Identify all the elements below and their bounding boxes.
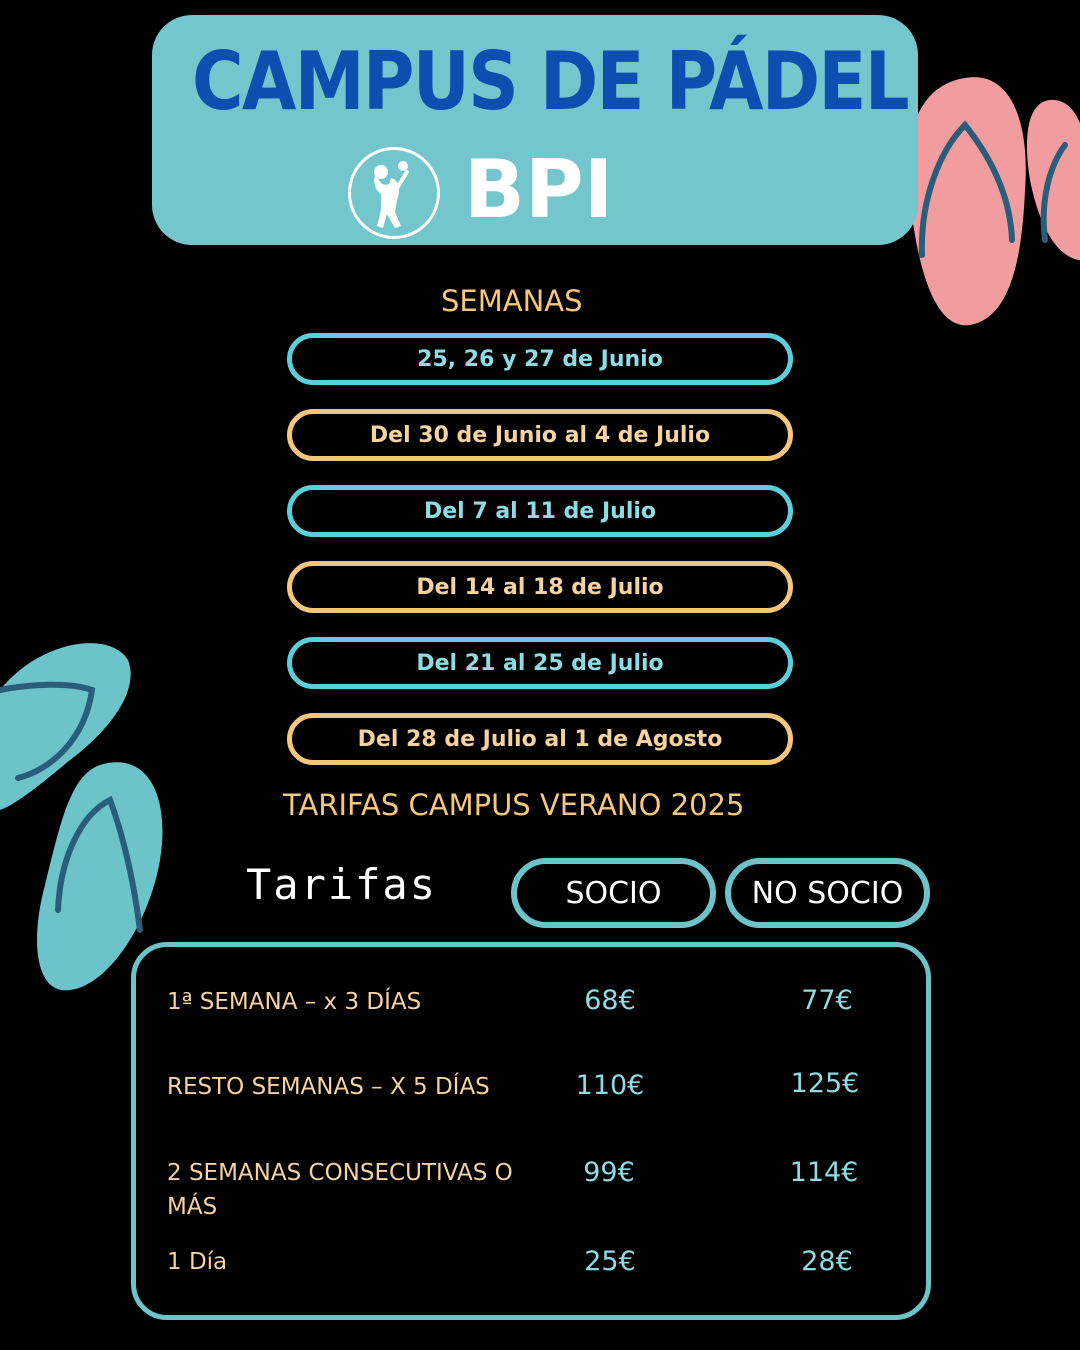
weeks-heading: SEMANAS xyxy=(441,284,583,318)
rate-row-3-socio: 99€ xyxy=(583,1157,635,1188)
tarifas-label: Tarifas xyxy=(246,860,438,909)
header-banner xyxy=(152,15,918,245)
rate-row-1-no-socio: 77€ xyxy=(801,985,853,1016)
brand-name: BPI xyxy=(464,143,614,236)
rate-row-4-no-socio: 28€ xyxy=(801,1246,853,1277)
rate-row-3-label: 2 SEMANAS CONSECUTIVAS O MÁS xyxy=(167,1160,513,1220)
week-6-pill: Del 28 de Julio al 1 de Agosto xyxy=(287,713,793,765)
pink-flip-flop-icon xyxy=(1027,100,1080,261)
teal-flip-flop-icon xyxy=(0,643,131,810)
rate-row-4-socio: 25€ xyxy=(584,1246,636,1277)
pink-flip-flop-icon xyxy=(908,77,1026,325)
week-2-pill: Del 30 de Junio al 4 de Julio xyxy=(287,409,793,461)
socio-column-header: SOCIO xyxy=(511,858,716,928)
rate-row-2-no-socio: 125€ xyxy=(790,1068,860,1099)
no-socio-column-header: NO SOCIO xyxy=(725,858,930,928)
week-3-pill: Del 7 al 11 de Julio xyxy=(287,485,793,537)
rate-row-1-label: 1ª SEMANA – x 3 DÍAS xyxy=(167,989,422,1015)
rate-row-2-socio: 110€ xyxy=(575,1070,645,1101)
week-5-pill: Del 21 al 25 de Julio xyxy=(287,637,793,689)
rate-row-4-label: 1 Día xyxy=(167,1249,228,1275)
rates-heading: TARIFAS CAMPUS VERANO 2025 xyxy=(283,788,745,822)
rate-row-3-no-socio: 114€ xyxy=(789,1157,859,1188)
rate-row-1-socio: 68€ xyxy=(584,985,636,1016)
page-title: CAMPUS DE PÁDEL xyxy=(192,35,908,128)
week-4-pill: Del 14 al 18 de Julio xyxy=(287,561,793,613)
padel-player-logo-icon xyxy=(348,147,440,239)
week-1-pill: 25, 26 y 27 de Junio xyxy=(287,333,793,385)
rate-row-2-label: RESTO SEMANAS – X 5 DÍAS xyxy=(167,1074,490,1100)
